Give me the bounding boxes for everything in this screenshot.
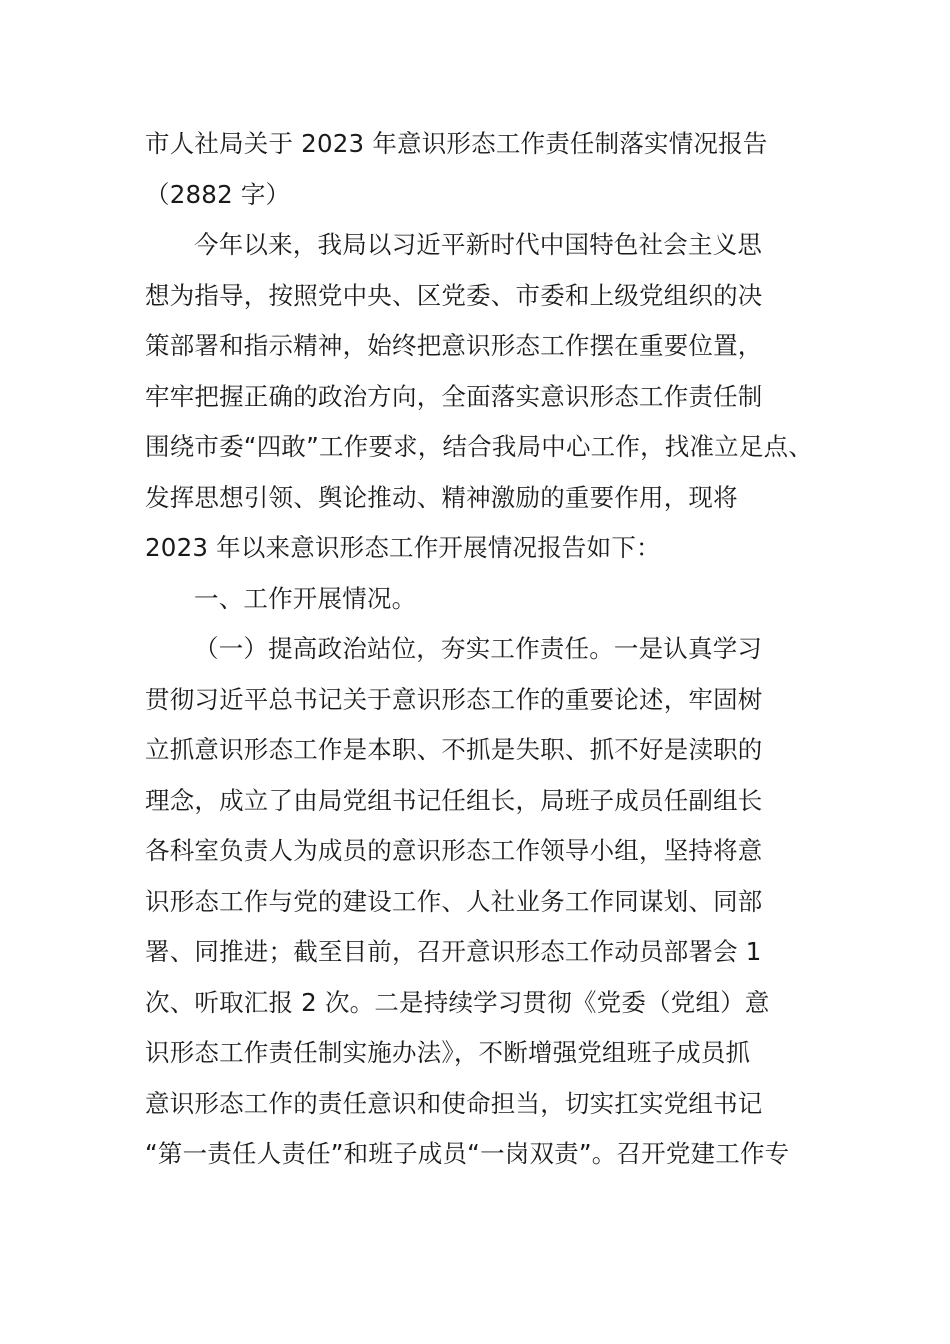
body-line: 意识形态工作的责任意识和使命担当，切实扛实党组书记: [145, 1089, 763, 1118]
body-line: 发挥思想引领、舆论推动、精神激励的重要作用，现将: [145, 483, 738, 512]
body-line: 策部署和指示精神，始终把意识形态工作摆在重要位置，: [145, 331, 763, 360]
body-line: 识形态工作责任制实施办法》，不断增强党组班子成员抓: [145, 1038, 751, 1067]
body-line: 识形态工作与党的建设工作、人社业务工作同谋划、同部: [145, 887, 763, 916]
subsection-paragraph-line: （一）提高政治站位，夯实工作责任。一是认真学习: [194, 634, 763, 663]
document-title-line-2: （2882 字）: [145, 180, 291, 209]
body-line: 围绕市委“四敢”工作要求，结合我局中心工作，找准立足点、: [145, 432, 813, 461]
body-line: 各科室负责人为成员的意识形态工作领导小组，坚持将意: [145, 836, 763, 865]
document-title-line-1: 市人社局关于 2023 年意识形态工作责任制落实情况报告: [145, 129, 768, 158]
body-line: 贯彻习近平总书记关于意识形态工作的重要论述，牢固树: [145, 685, 763, 714]
section-heading: 一、工作开展情况。: [194, 584, 417, 613]
body-line: 理念，成立了由局党组书记任组长，局班子成员任副组长: [145, 786, 763, 815]
body-line: 署、同推进；截至目前，召开意识形态工作动员部署会 1: [145, 937, 762, 966]
body-line: 2023 年以来意识形态工作开展情况报告如下：: [145, 533, 661, 562]
body-line: 今年以来，我局以习近平新时代中国特色社会主义思: [194, 230, 763, 259]
body-line: “第一责任人责任”和班子成员“一岗双责”。召开党建工作专: [145, 1139, 790, 1168]
body-line: 牢牢把握正确的政治方向，全面落实意识形态工作责任制: [145, 382, 763, 411]
body-line: 立抓意识形态工作是本职、不抓是失职、抓不好是渎职的: [145, 735, 763, 764]
body-line: 次、听取汇报 2 次。二是持续学习贯彻《党委（党组）意: [145, 988, 770, 1017]
body-line: 想为指导，按照党中央、区党委、市委和上级党组织的决: [145, 281, 763, 310]
